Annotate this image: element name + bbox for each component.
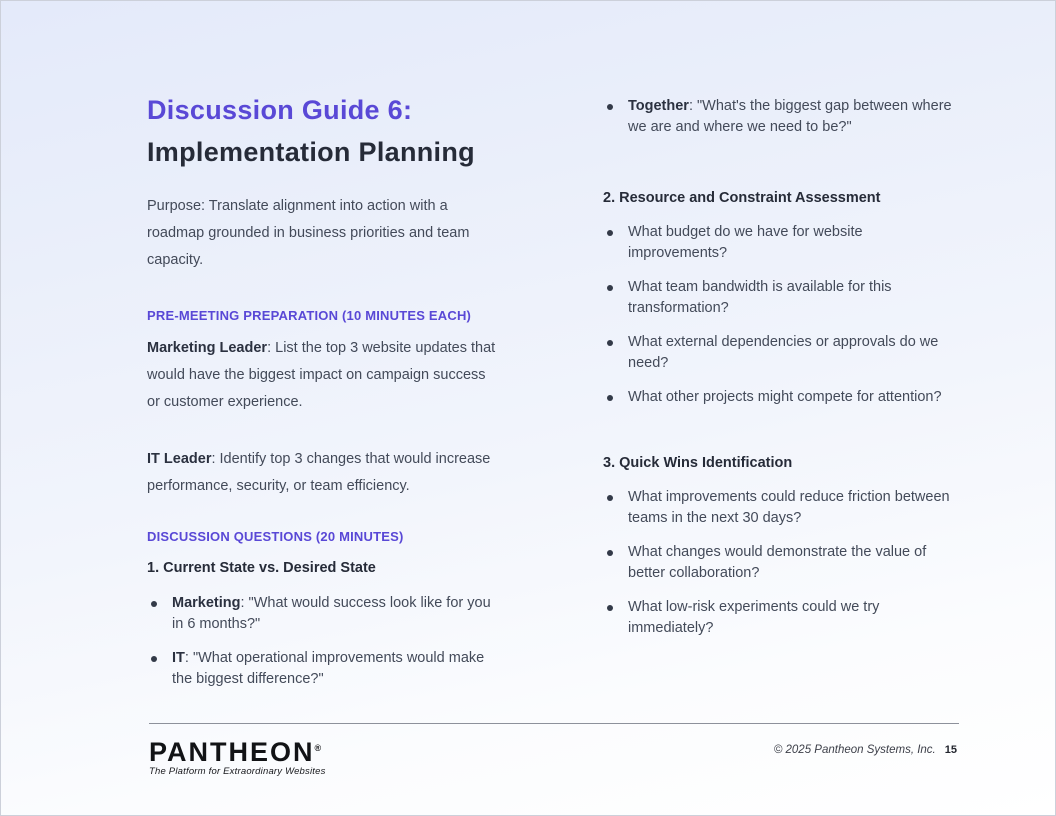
bullet-dot-icon [607, 285, 613, 291]
left-column [147, 89, 501, 690]
list-item [603, 597, 965, 639]
list-item [603, 487, 965, 529]
marketing-leader-text: : List the top 3 website updates that would have the biggest impact on campaign success or customer experience. [147, 340, 496, 410]
page-number: 15 [944, 744, 957, 756]
bullet-dot-icon [607, 605, 613, 611]
list-item [603, 277, 965, 319]
discussion-bullet-list [147, 593, 501, 690]
bullet-text: What improvements could reduce friction between teams in the next 30 days? [628, 489, 950, 526]
bullet-text: What budget do we have for website improvements? [628, 224, 863, 261]
right-column [603, 96, 965, 639]
registered-mark-icon: ® [314, 743, 322, 753]
marketing-leader-lead: Marketing Leader [147, 340, 268, 356]
list-item [603, 332, 965, 374]
bullet-text: : "What would success look like for you in 6 months?" [172, 595, 491, 632]
bullet-text: : "What operational improvements would make the biggest difference?" [172, 650, 485, 687]
subheading-resource-assessment: 2. Resource and Constraint Assessment [603, 190, 881, 206]
bullet-dot-icon [151, 601, 157, 607]
bullet-text: : "What's the biggest gap between where we are and where we need to be?" [628, 98, 952, 135]
section-heading-pre-meeting: PRE-MEETING PREPARATION (10 MINUTES EACH) [147, 308, 472, 323]
list-item [603, 387, 965, 408]
bullet-dot-icon [151, 656, 157, 662]
footer-divider [149, 723, 959, 724]
bullet-text: What changes would demonstrate the value of better collaboration? [628, 544, 927, 581]
it-leader-text: : Identify top 3 changes that would increase performance, security, or team efficiency. [147, 451, 491, 494]
page-title-main: Implementation Planning [147, 137, 475, 167]
bullet-dot-icon [607, 104, 613, 110]
bullet-text: What low-risk experiments could we try immediately? [628, 599, 880, 636]
footer-right [774, 744, 957, 756]
subheading-quick-wins: 3. Quick Wins Identification [603, 455, 793, 471]
subheading-current-vs-desired: 1. Current State vs. Desired State [147, 560, 376, 576]
list-item [147, 648, 501, 690]
marketing-leader-paragraph [147, 335, 501, 416]
bullet-text: What team bandwidth is available for this transformation? [628, 279, 892, 316]
bullet-lead: IT [172, 650, 185, 666]
bullet-dot-icon [607, 495, 613, 501]
bullet-text: What other projects might compete for attention? [628, 389, 942, 405]
bullet-text: What external dependencies or approvals do we need? [628, 334, 939, 371]
pantheon-logo-text: PANTHEON [149, 737, 315, 767]
resource-bullet-list [603, 222, 965, 408]
purpose-paragraph: Purpose: Translate alignment into action with a roadmap grounded in business priorities and team capacity. [147, 198, 470, 268]
copyright-text: © 2025 Pantheon Systems, Inc. [773, 744, 936, 756]
pantheon-logo-wordmark [149, 734, 326, 766]
quick-wins-bullet-list [603, 487, 965, 639]
it-leader-lead: IT Leader [147, 451, 212, 467]
bullet-lead: Together [628, 98, 689, 114]
bullet-dot-icon [607, 340, 613, 346]
pantheon-logo-tagline: The Platform for Extraordinary Websites [149, 766, 326, 777]
bullet-dot-icon [607, 230, 613, 236]
bullet-dot-icon [607, 550, 613, 556]
bullet-lead: Marketing [172, 595, 241, 611]
list-item [603, 96, 965, 138]
pantheon-logo [149, 734, 326, 777]
it-leader-paragraph [147, 446, 501, 500]
section-heading-discussion-questions: DISCUSSION QUESTIONS (20 MINUTES) [147, 529, 404, 544]
list-item [147, 593, 501, 635]
list-item [603, 542, 965, 584]
page-title [147, 89, 501, 173]
list-item [603, 222, 965, 264]
bullet-dot-icon [607, 395, 613, 401]
page-title-accent: Discussion Guide 6: [147, 95, 413, 125]
